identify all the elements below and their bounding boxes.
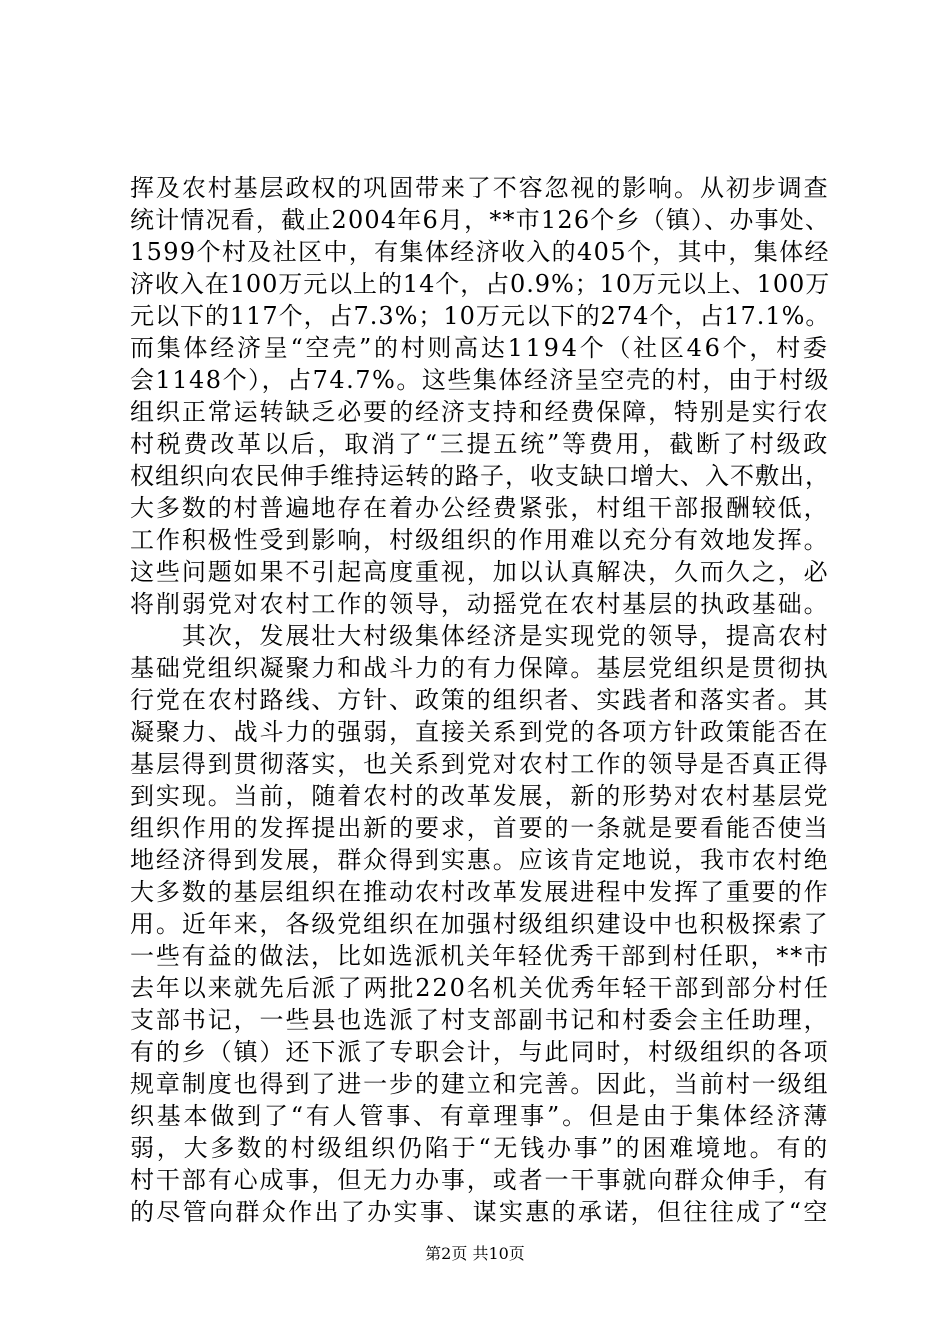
- text-line: 会1148个），占74.7%。这些集体经济呈空壳的村，由于村级: [130, 366, 830, 394]
- text-line: 凝聚力、战斗力的强弱，直接关系到党的各项方针政策能否在: [130, 718, 830, 746]
- text-line: 织基本做到了“有人管事、有章理事”。但是由于集体经济薄: [130, 1102, 830, 1130]
- text-line: 其次，发展壮大村级集体经济是实现党的领导，提高农村: [130, 622, 830, 650]
- text-line: 村干部有心成事，但无力办事，或者一干事就向群众伸手，有: [130, 1166, 830, 1194]
- text-line: 1599个村及社区中，有集体经济收入的405个，其中，集体经: [130, 238, 830, 266]
- text-line: 村税费改革以后，取消了“三提五统”等费用，截断了村级政: [130, 430, 830, 458]
- text-line: 规章制度也得到了进一步的建立和完善。因此，当前村一级组: [130, 1070, 830, 1098]
- text-line: 这些问题如果不引起高度重视，加以认真解决，久而久之，必: [130, 558, 830, 586]
- text-line: 一些有益的做法，比如选派机关年轻优秀干部到村任职，**市: [130, 942, 830, 970]
- text-line: 弱，大多数的村级组织仍陷于“无钱办事”的困难境地。有的: [130, 1134, 830, 1162]
- text-line: 而集体经济呈“空壳”的村则高达1194个（社区46个，村委: [130, 334, 830, 362]
- text-line: 到实现。当前，随着农村的改革发展，新的形势对农村基层党: [130, 782, 830, 810]
- body-text: [130, 172, 830, 1228]
- text-line: 元以下的117个，占7.3%；10万元以下的274个，占17.1%。: [130, 302, 830, 330]
- text-line: 大多数的基层组织在推动农村改革发展进程中发挥了重要的作: [130, 878, 830, 906]
- text-line: 基础党组织凝聚力和战斗力的有力保障。基层党组织是贯彻执: [130, 654, 830, 682]
- text-line: 用。近年来，各级党组织在加强村级组织建设中也积极探索了: [130, 910, 830, 938]
- text-line: 去年以来就先后派了两批220名机关优秀年轻干部到部分村任: [130, 974, 830, 1002]
- text-line: 济收入在100万元以上的14个，占0.9%；10万元以上、100万: [130, 270, 830, 298]
- text-line: 有的乡（镇）还下派了专职会计，与此同时，村级组织的各项: [130, 1038, 830, 1066]
- text-line: 工作积极性受到影响，村级组织的作用难以充分有效地发挥。: [130, 526, 830, 554]
- text-line: 基层得到贯彻落实，也关系到党对农村工作的领导是否真正得: [130, 750, 830, 778]
- text-line: 支部书记，一些县也选派了村支部副书记和村委会主任助理，: [130, 1006, 830, 1034]
- text-line: 组织作用的发挥提出新的要求，首要的一条就是要看能否使当: [130, 814, 830, 842]
- text-line: 行党在农村路线、方针、政策的组织者、实践者和落实者。其: [130, 686, 830, 714]
- text-line: 的尽管向群众作出了办实事、谋实惠的承诺，但往往成了“空: [130, 1198, 830, 1226]
- text-line: 组织正常运转缺乏必要的经济支持和经费保障，特别是实行农: [130, 398, 830, 426]
- text-line: 统计情况看，截止2004年6月，**市126个乡（镇）、办事处、: [130, 206, 830, 234]
- text-line: 权组织向农民伸手维持运转的路子，收支缺口增大、入不敷出，: [130, 462, 830, 490]
- text-line: 挥及农村基层政权的巩固带来了不容忽视的影响。从初步调查: [130, 174, 830, 202]
- page-footer: 第2页 共10页: [425, 1244, 525, 1263]
- text-line: 大多数的村普遍地存在着办公经费紧张，村组干部报酬较低，: [130, 494, 830, 522]
- text-line: 地经济得到发展，群众得到实惠。应该肯定地说，我市农村绝: [130, 846, 830, 874]
- text-line: 将削弱党对农村工作的领导，动摇党在农村基层的执政基础。: [130, 590, 830, 618]
